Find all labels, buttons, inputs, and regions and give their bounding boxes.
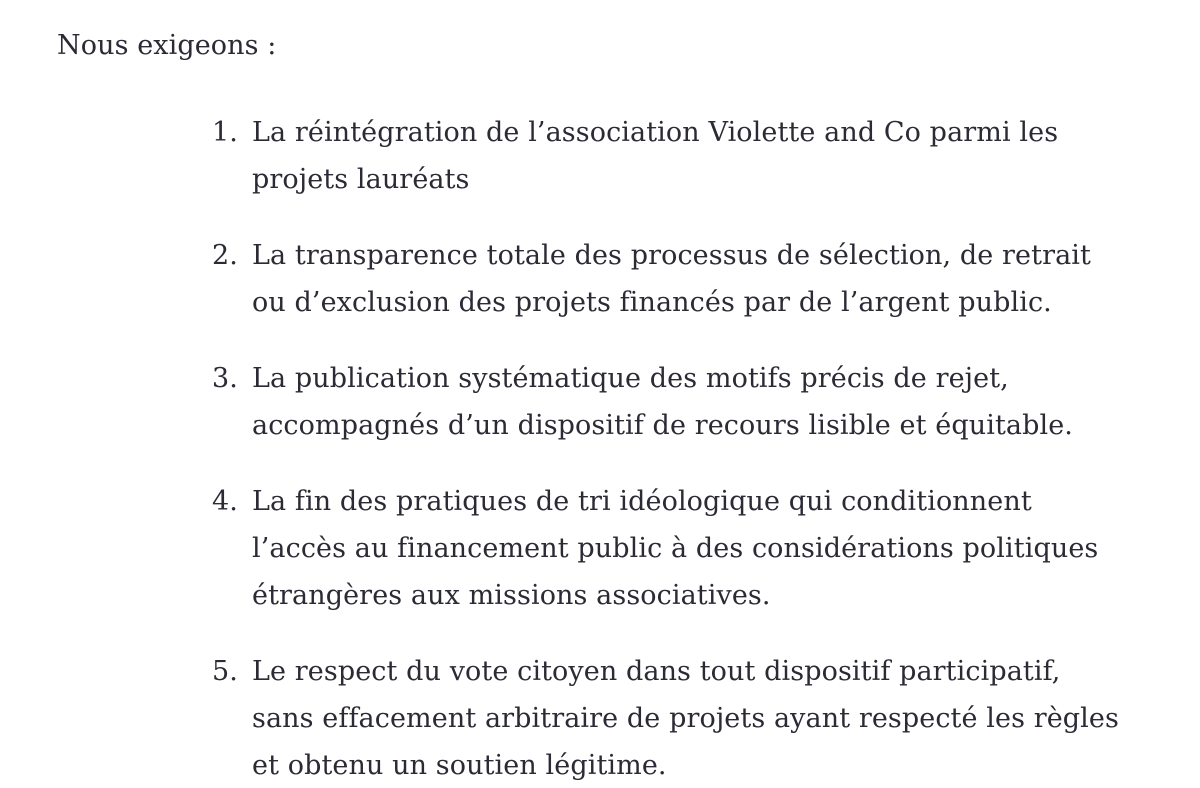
list-item-text <box>252 109 1092 203</box>
list-item <box>212 355 1092 449</box>
list-item-line: l’accès au financement public à des considérations politiques <box>252 533 1099 564</box>
list-item-number: 1. <box>212 117 238 148</box>
list-item-line: ou d’exclusion des projets financés par de l’argent public. <box>252 287 1052 318</box>
demands-list <box>212 109 1119 788</box>
list-item-text <box>252 648 1119 788</box>
list-item <box>212 478 1099 619</box>
list-item-text <box>252 478 1099 619</box>
list-item-line: projets lauréats <box>252 164 470 195</box>
list-item-text <box>252 232 1092 326</box>
intro-text: Nous exigeons : <box>57 30 277 61</box>
list-item-number: 4. <box>212 486 238 517</box>
list-item-text <box>252 355 1092 449</box>
list-item-line: étrangères aux missions associatives. <box>252 580 771 611</box>
list-item <box>212 109 1092 203</box>
list-item-line: La publication systématique des motifs précis de rejet, <box>252 363 1009 394</box>
list-item-line: et obtenu un soutien légitime. <box>252 750 667 781</box>
list-item-line: La transparence totale des processus de sélection, de retrait <box>252 240 1091 271</box>
list-item-number: 2. <box>212 240 238 271</box>
list-item-line: La fin des pratiques de tri idéologique qui conditionnent <box>252 486 1032 517</box>
list-item <box>212 232 1092 326</box>
list-item <box>212 648 1119 788</box>
list-item-number: 5. <box>212 656 238 687</box>
list-item-line: sans effacement arbitraire de projets ayant respecté les règles <box>252 703 1119 734</box>
list-item-line: Le respect du vote citoyen dans tout dispositif participatif, <box>252 656 1061 687</box>
list-item-number: 3. <box>212 363 238 394</box>
list-item-line: La réintégration de l’association Violette and Co parmi les <box>252 117 1059 148</box>
list-item-line: accompagnés d’un dispositif de recours lisible et équitable. <box>252 410 1073 441</box>
